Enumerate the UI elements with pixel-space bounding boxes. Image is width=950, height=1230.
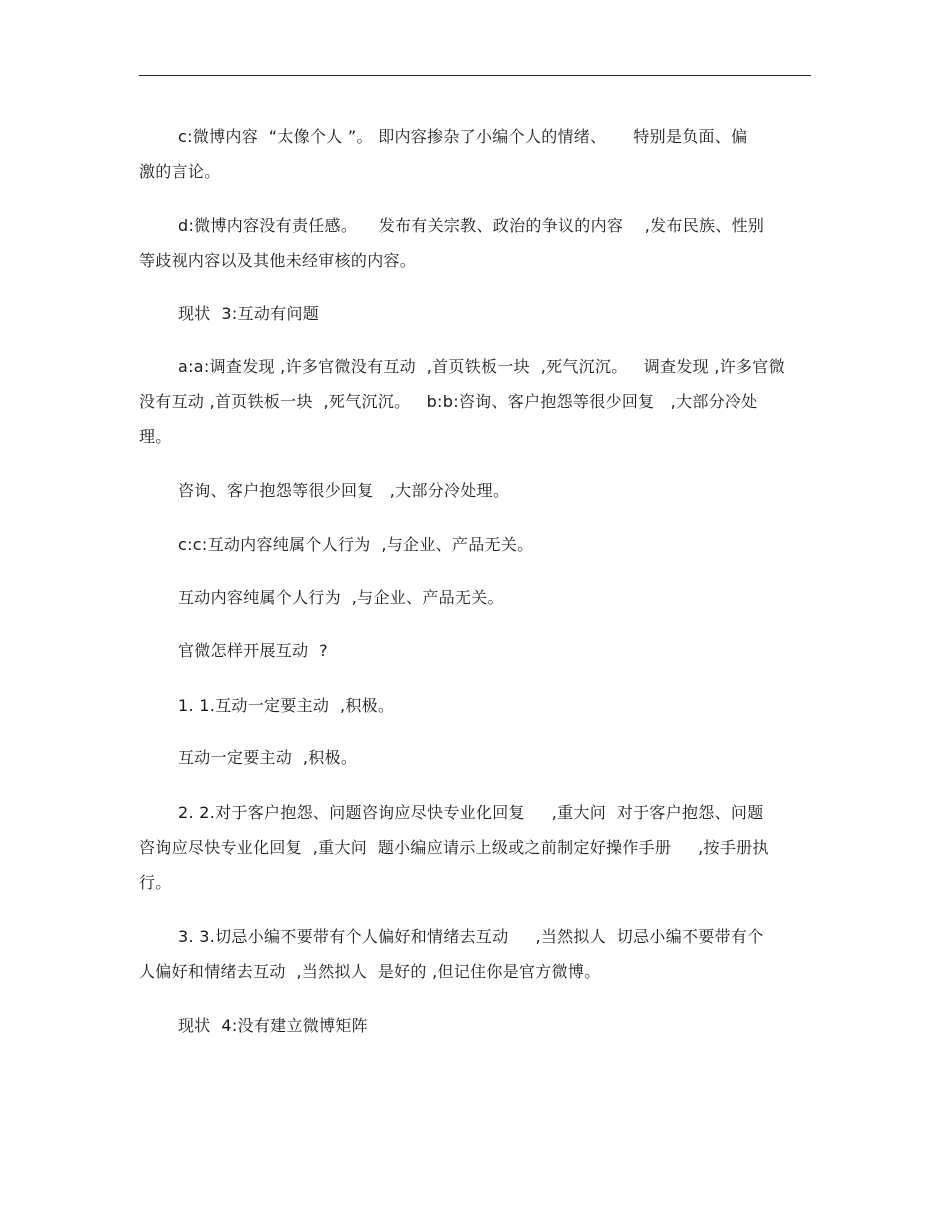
paragraph-line: 咨询、客户抱怨等很少回复 ,大部分冷处理。: [178, 481, 510, 500]
paragraph-line: d:微博内容没有责任感。 发布有关宗教、政治的争议的内容 ,发布民族、性别: [178, 216, 765, 235]
paragraph-line: 互动一定要主动 ,积极。: [178, 748, 358, 767]
section-heading: 现状 4:没有建立微博矩阵: [178, 1016, 368, 1035]
paragraph-line: 官微怎样开展互动 ?: [178, 641, 328, 660]
paragraph-line: 行。: [139, 873, 172, 892]
header-rule: [139, 75, 811, 76]
list-item: 1. 1.互动一定要主动 ,积极。: [178, 696, 395, 715]
paragraph-line: a:a:调查发现 ,许多官微没有互动 ,首页铁板一块 ,死气沉沉。 调查发现 ,许多官微: [178, 357, 785, 376]
list-item: 3. 3.切忌小编不要带有个人偏好和情绪去互动 ,当然拟人 切忌小编不要带有个: [178, 927, 764, 946]
list-item: 2. 2.对于客户抱怨、问题咨询应尽快专业化回复 ,重大问 对于客户抱怨、问题: [178, 803, 764, 822]
section-heading: 现状 3:互动有问题: [178, 304, 320, 323]
paragraph-line: 咨询应尽快专业化回复 ,重大问 题小编应请示上级或之前制定好操作手册 ,按手册执: [139, 838, 769, 857]
paragraph-line: c:微博内容 “太像个人 ”。 即内容掺杂了小编个人的情绪、 特别是负面、偏: [178, 127, 748, 146]
paragraph-line: 互动内容纯属个人行为 ,与企业、产品无关。: [178, 588, 504, 607]
paragraph-line: 人偏好和情绪去互动 ,当然拟人 是好的 ,但记住你是官方微博。: [139, 962, 601, 981]
paragraph-line: c:c:互动内容纯属个人行为 ,与企业、产品无关。: [178, 535, 534, 554]
paragraph-line: 理。: [139, 427, 172, 446]
paragraph-line: 激的言论。: [139, 162, 221, 181]
paragraph-line: 没有互动 ,首页铁板一块 ,死气沉沉。 b:b:咨询、客户抱怨等很少回复 ,大部分冷处: [139, 392, 758, 411]
paragraph-line: 等歧视内容以及其他未经审核的内容。: [139, 251, 417, 270]
